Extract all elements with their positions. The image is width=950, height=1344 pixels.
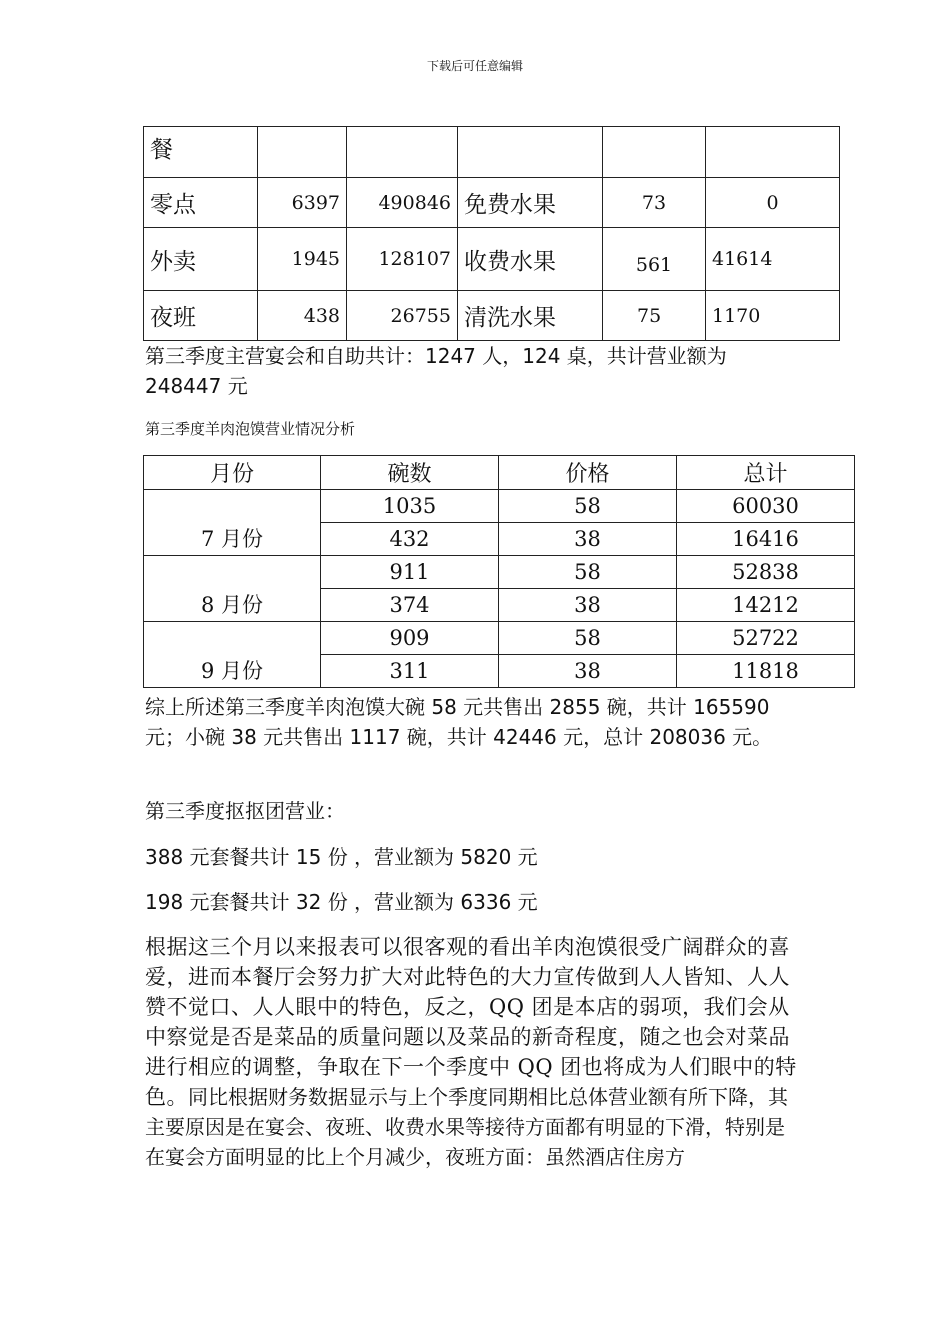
cell: 58 (499, 556, 677, 589)
mutton-table (143, 455, 855, 688)
cell: 311 (321, 655, 499, 688)
row-label: 零点 (144, 178, 258, 228)
cell: 14212 (677, 589, 855, 622)
summary-banquet: 第三季度主营宴会和自助共计：1247 人，124 桌，共计营业额为 248447 元 (145, 344, 727, 398)
cell: 38 (499, 589, 677, 622)
table-row (144, 622, 855, 655)
table-header-row (144, 456, 855, 490)
cell: 26755 (347, 291, 458, 341)
cell: 490846 (347, 178, 458, 228)
cell: 561 (603, 228, 706, 291)
cell: 0 (706, 178, 840, 228)
revenue-table (143, 126, 840, 341)
cell: 58 (499, 622, 677, 655)
row-label: 餐 (144, 127, 258, 178)
cell: 432 (321, 523, 499, 556)
cell (347, 127, 458, 178)
table-row (144, 178, 840, 228)
header-note: 下载后可任意编辑 (426, 59, 523, 73)
cell: 16416 (677, 523, 855, 556)
table2-title: 第三季度羊肉泡馍营业情况分析 (145, 420, 356, 438)
cell: 128107 (347, 228, 458, 291)
group-line: 198 元套餐共计 32 份 ，营业额为 6336 元 (145, 890, 538, 914)
month-cell: 9 月份 (144, 622, 321, 688)
cell: 1035 (321, 490, 499, 523)
cell: 909 (321, 622, 499, 655)
cell: 1170 (706, 291, 840, 341)
group-line: 388 元套餐共计 15 份 ，营业额为 5820 元 (145, 845, 538, 869)
cell: 73 (603, 178, 706, 228)
cell (258, 127, 347, 178)
table-row (144, 127, 840, 178)
cell: 60030 (677, 490, 855, 523)
table-row (144, 228, 840, 291)
cell: 438 (258, 291, 347, 341)
table-row (144, 291, 840, 341)
cell: 374 (321, 589, 499, 622)
col-header: 总计 (677, 456, 855, 490)
col-header: 碗数 (321, 456, 499, 490)
row-label: 免费水果 (458, 178, 603, 228)
cell: 11818 (677, 655, 855, 688)
month-cell: 8 月份 (144, 556, 321, 622)
cell: 911 (321, 556, 499, 589)
analysis-sans-text: 同比根据财务数据显示与上个季度同期相比总体营业额有所下降，其主要原因是在宴会、夜班、收费水果等接待方面都有明显的下滑，特别是在宴会方面明显的比上个月减少，夜班方面：虽然酒店住房方 (145, 1085, 788, 1169)
row-label: 夜班 (144, 291, 258, 341)
summary-mutton: 综上所述第三季度羊肉泡馍大碗 58 元共售出 2855 碗，共计 165590 元；小碗 38 元共售出 1117 碗，共计 42446 元，总计 208036 元。 (145, 695, 773, 749)
cell: 41614 (706, 228, 840, 291)
cell (603, 127, 706, 178)
cell: 52722 (677, 622, 855, 655)
row-label (458, 127, 603, 178)
row-label: 外卖 (144, 228, 258, 291)
month-cell: 7 月份 (144, 490, 321, 556)
group-title: 第三季度抠抠团营业： (145, 799, 345, 823)
cell (706, 127, 840, 178)
cell: 75 (603, 291, 706, 341)
analysis-serif-text: 根据这三个月以来报表可以很客观的看出羊肉泡馍很受广阔群众的喜爱，进而本餐厅会努力扩大对此特色的大力宣传做到人人皆知、人人赞不觉口、人人眼中的特色，反之，QQ 团是本店的弱项，我们会从中察觉是否是菜品的质量问题以及菜品的新奇程度，随之也会对菜品进行相应的调整，争取在下一个季度中 QQ 团也将成为人们眼中的特色。 (145, 935, 797, 1109)
cell: 58 (499, 490, 677, 523)
table-row (144, 556, 855, 589)
cell: 38 (499, 655, 677, 688)
cell: 52838 (677, 556, 855, 589)
cell: 1945 (258, 228, 347, 291)
row-label: 收费水果 (458, 228, 603, 291)
col-header: 价格 (499, 456, 677, 490)
analysis-paragraph (145, 932, 800, 1172)
cell: 6397 (258, 178, 347, 228)
row-label: 清洗水果 (458, 291, 603, 341)
table-row (144, 490, 855, 523)
cell: 38 (499, 523, 677, 556)
col-header: 月份 (144, 456, 321, 490)
